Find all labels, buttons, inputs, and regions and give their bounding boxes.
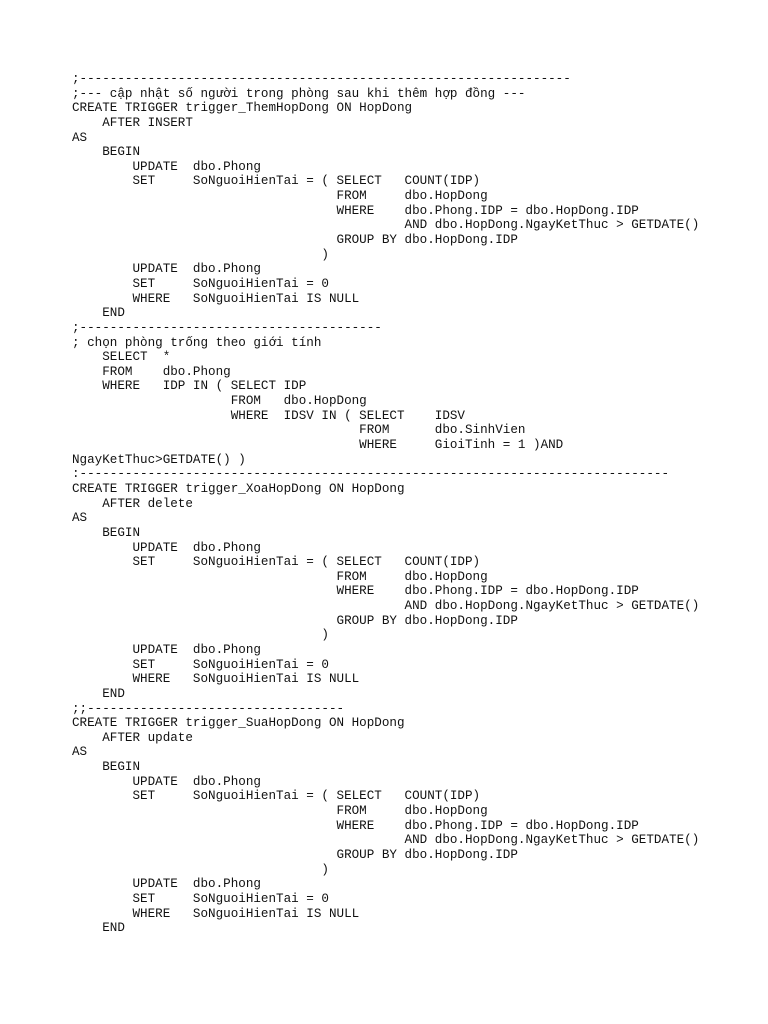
code-line: FROM dbo.Phong: [72, 364, 231, 379]
code-line: AS: [72, 745, 88, 760]
code-line: WHERE dbo.Phong.IDP = dbo.HopDong.IDP: [72, 584, 639, 599]
code-line: SET SoNguoiHienTai = ( SELECT COUNT(IDP): [72, 555, 481, 570]
code-line: UPDATE dbo.Phong: [72, 262, 261, 277]
code-line: :------------------------------------------------------------------------------: [72, 467, 670, 482]
code-line: AND dbo.HopDong.NgayKetThuc > GETDATE(): [72, 218, 700, 233]
code-line: SET SoNguoiHienTai = 0: [72, 276, 329, 291]
code-line: UPDATE dbo.Phong: [72, 642, 261, 657]
code-line: ;;----------------------------------: [72, 701, 345, 716]
code-line: ): [72, 628, 329, 643]
code-line: BEGIN: [72, 760, 141, 775]
code-line: SELECT *: [72, 350, 171, 365]
code-line: BEGIN: [72, 525, 141, 540]
code-line: AFTER delete: [72, 496, 193, 511]
code-line: WHERE SoNguoiHienTai IS NULL: [72, 291, 360, 306]
sql-code-block: [72, 72, 699, 936]
code-line: SET SoNguoiHienTai = 0: [72, 891, 329, 906]
code-line: GROUP BY dbo.HopDong.IDP: [72, 847, 518, 862]
code-line: UPDATE dbo.Phong: [72, 774, 261, 789]
code-line: WHERE SoNguoiHienTai IS NULL: [72, 906, 360, 921]
code-line: END: [72, 306, 125, 321]
code-line: ;-----------------------------------------------------------------: [72, 72, 571, 86]
code-line: FROM dbo.HopDong: [72, 394, 367, 409]
code-line: CREATE TRIGGER trigger_SuaHopDong ON HopDong: [72, 716, 405, 731]
code-line: SET SoNguoiHienTai = ( SELECT COUNT(IDP): [72, 174, 481, 189]
code-line: CREATE TRIGGER trigger_XoaHopDong ON HopDong: [72, 481, 405, 496]
code-line: NgayKetThuc>GETDATE() ): [72, 452, 246, 467]
code-line: SET SoNguoiHienTai = 0: [72, 657, 329, 672]
code-line: GROUP BY dbo.HopDong.IDP: [72, 613, 518, 628]
code-line: END: [72, 686, 125, 701]
code-line: AS: [72, 130, 88, 145]
code-line: WHERE SoNguoiHienTai IS NULL: [72, 672, 360, 687]
code-line: UPDATE dbo.Phong: [72, 540, 261, 555]
code-line: END: [72, 921, 125, 936]
code-line: WHERE dbo.Phong.IDP = dbo.HopDong.IDP: [72, 818, 639, 833]
code-line: FROM dbo.HopDong: [72, 804, 488, 819]
code-line: ;----------------------------------------: [72, 320, 382, 335]
code-line: ;--- cập nhật số người trong phòng sau khi thêm hợp đồng ---: [72, 86, 526, 101]
code-line: FROM dbo.HopDong: [72, 569, 488, 584]
code-line: BEGIN: [72, 145, 141, 160]
code-line: AS: [72, 511, 88, 526]
code-line: SET SoNguoiHienTai = ( SELECT COUNT(IDP): [72, 789, 481, 804]
code-line: GROUP BY dbo.HopDong.IDP: [72, 233, 518, 248]
code-line: FROM dbo.HopDong: [72, 189, 488, 204]
code-line: WHERE IDSV IN ( SELECT IDSV: [72, 408, 465, 423]
code-line: UPDATE dbo.Phong: [72, 877, 261, 892]
code-line: WHERE IDP IN ( SELECT IDP: [72, 379, 307, 394]
code-line: FROM dbo.SinhVien: [72, 423, 526, 438]
code-line: ): [72, 247, 329, 262]
code-line: AND dbo.HopDong.NgayKetThuc > GETDATE(): [72, 833, 700, 848]
code-line: AND dbo.HopDong.NgayKetThuc > GETDATE(): [72, 599, 700, 614]
code-line: WHERE dbo.Phong.IDP = dbo.HopDong.IDP: [72, 203, 639, 218]
code-line: WHERE GioiTinh = 1 )AND: [72, 438, 564, 453]
code-line: CREATE TRIGGER trigger_ThemHopDong ON HopDong: [72, 101, 413, 116]
code-line: ): [72, 862, 329, 877]
code-line: AFTER update: [72, 730, 193, 745]
code-line: AFTER INSERT: [72, 115, 193, 130]
code-line: UPDATE dbo.Phong: [72, 159, 261, 174]
code-line: ; chọn phòng trống theo giới tính: [72, 335, 322, 350]
